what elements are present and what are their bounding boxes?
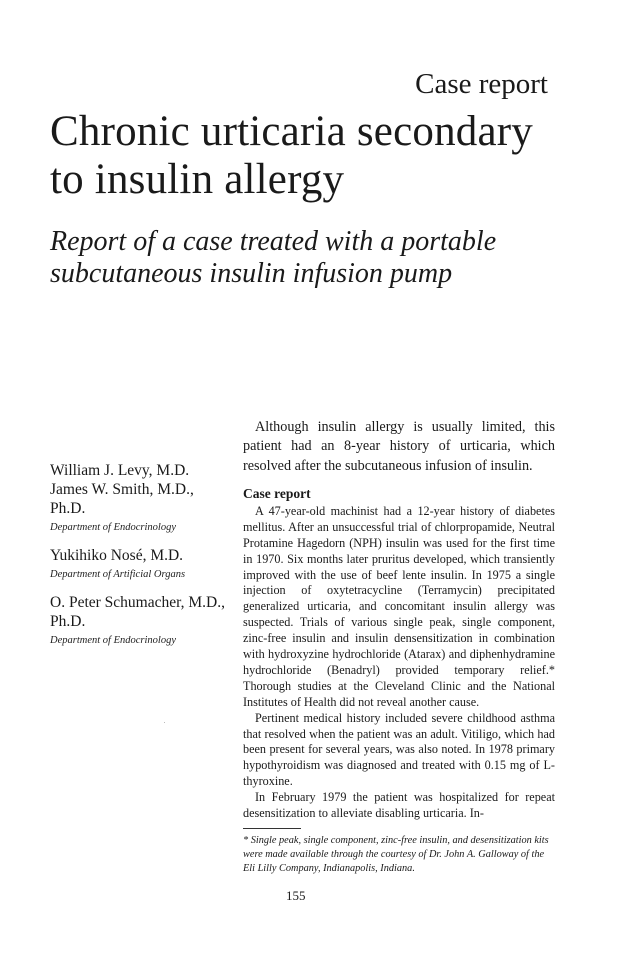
author-group — [50, 480, 240, 535]
author-name-line: Ph.D. — [50, 500, 86, 517]
author-group — [50, 461, 240, 480]
author-department: Department of Endocrinology — [50, 635, 176, 646]
title-line: to insulin allergy — [50, 156, 345, 203]
article-subtitle — [50, 226, 590, 290]
page-number: 155 — [286, 888, 306, 903]
author-group — [50, 593, 240, 648]
subtitle-line: subcutaneous insulin infusion pump — [50, 258, 453, 289]
section-label: Case report — [415, 68, 548, 100]
author-department: Department of Endocrinology — [50, 522, 176, 533]
author-name-line: William J. Levy, M.D. — [50, 462, 190, 479]
author-name-line: Ph.D. — [50, 613, 86, 630]
body-paragraph: Pertinent medical history included severe childhood asthma that resolved when the patient was an adult. Vitiligo, which had been present for several years, was also noted. In 1978 primary hypothyroidism was diagnosed and treated with 0.15 mg of L-thyroxine. — [243, 710, 555, 789]
body-column — [243, 418, 555, 876]
author-department: Department of Artificial Organs — [50, 569, 186, 580]
footnote-divider — [243, 828, 301, 829]
author-name — [50, 461, 240, 480]
author-name — [50, 480, 240, 518]
intro-paragraph: Although insulin allergy is usually limited, this patient had an 8-year history of urticaria, which resolved after the subcutaneous infusion of insulin. — [243, 419, 555, 474]
author-group — [50, 546, 240, 582]
body-paragraph: In February 1979 the patient was hospitalized for repeat desensitization to alleviate disabling urticaria. In- — [243, 790, 555, 821]
body-paragraph: A 47-year-old machinist had a 12-year history of diabetes mellitus. After an unsuccessful trial of chlorpropamide, Neutral Protamine Hagedorn (NPH) insulin was used for the first time in 1970. Six months later pruritus developed, which transiently improved with the use of beef lente insulin. In 1975 a single injection of oxytetracycline (Terramycin) precipitated generalized urticaria, and concomitant insulin allergy was suspected. Trials of various single peak, single component, zinc-free insulin and insulin densensitization in combination with hydroxyzine hydrochloride (Atarax) and diphenhydramine hydrochloride (Benadryl) provided temporary relief.* Thorough studies at the Cleveland Clinic and the National Institutes of Health did not reveal another cause. — [243, 503, 555, 709]
author-name-line: Yukihiko Nosé, M.D. — [50, 547, 184, 564]
author-name — [50, 593, 240, 631]
subtitle-line: Report of a case treated with a portable — [50, 226, 497, 257]
scan-speck — [164, 722, 165, 723]
author-name-line: James W. Smith, M.D., — [50, 481, 194, 498]
author-name-line: O. Peter Schumacher, M.D., — [50, 594, 226, 611]
author-name — [50, 546, 240, 565]
article-title — [50, 108, 570, 204]
title-line: Chronic urticaria secondary — [50, 108, 533, 155]
footnote: * Single peak, single component, zinc-free insulin, and desensitization kits were made available through the courtesy of Dr. John A. Galloway of the Eli Lilly Company, Indianapolis, Indiana. — [243, 835, 549, 875]
section-heading: Case report — [243, 485, 311, 501]
author-list — [50, 461, 240, 659]
